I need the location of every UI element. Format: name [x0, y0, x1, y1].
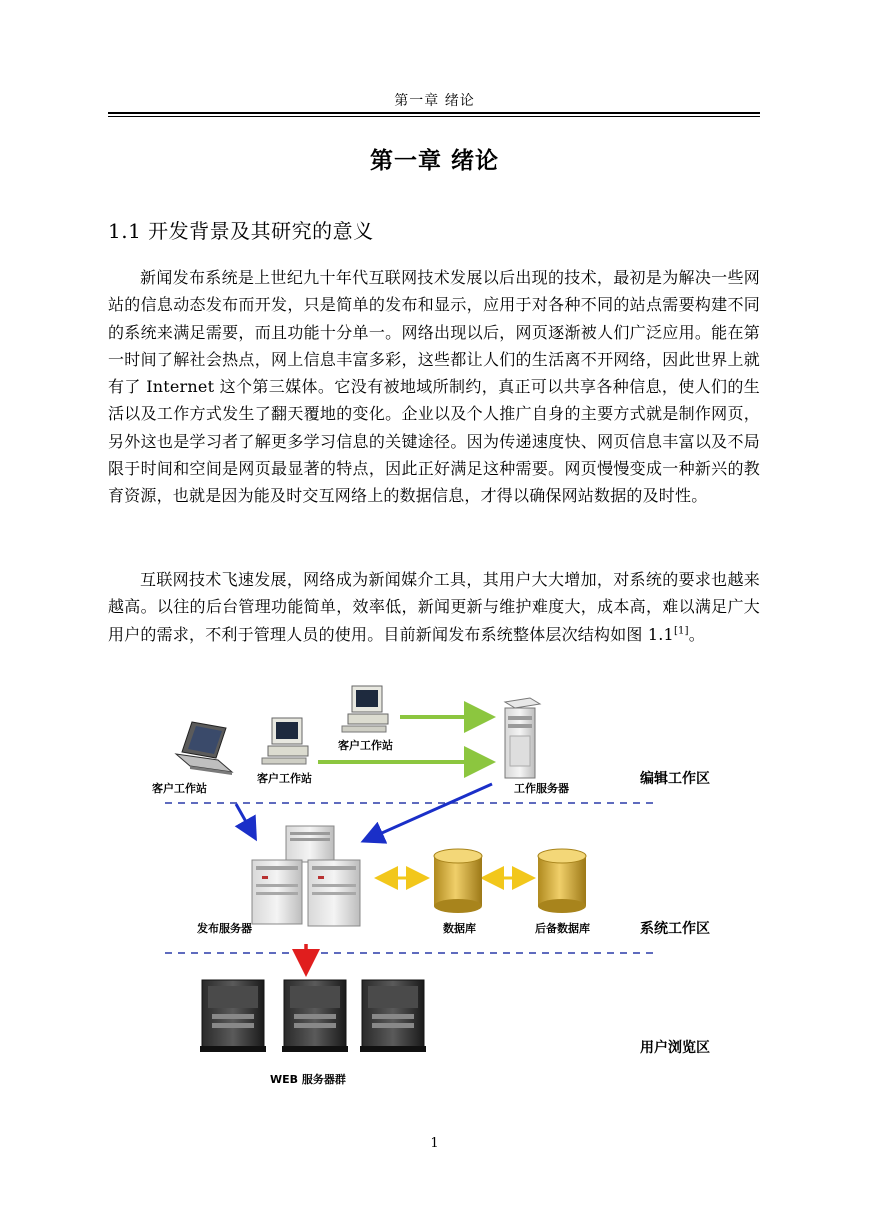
system-architecture-figure: [0, 680, 869, 1100]
label-web-server-group: WEB 服务器群: [270, 1073, 346, 1086]
label-work-server: 工作服务器: [514, 782, 569, 795]
desktop-left-icon: [262, 718, 308, 764]
page-number: 1: [430, 1136, 439, 1151]
running-header: 第一章 绪论: [394, 93, 475, 109]
chapter-title: 第一章 绪论: [369, 147, 499, 174]
label-laptop-client: 客户工作站: [152, 782, 207, 795]
paragraph-background: 新闻发布系统是上世纪九十年代互联网技术发展以后出现的技术，最初是为解决一些网站的信息动态发布而开发，只是简单的发布和显示，应用于对各种不同的站点需要构建不同的系统来满足需要，而且功能十分单一。网络出现以后，网页逐渐被人们广泛应用。能在第一时间了解社会热点，网上信息丰富多彩，这些都让人们的生活离不开网络，因此世界上就有了 Internet 这个第三媒体。它没有被地域所制约，真正可以共享各种信息，使人们的生活以及工作方式发生了翻天覆地的变化。企业以及个人推广自身的主要方式就是制作网页，另外这也是学习者了解更多学习信息的关键途径。因为传递速度快、网页信息丰富以及不局限于时间和空间是网页最显著的特点，因此正好满足这种需要。网页慢慢变成一种新兴的教育资源，也就是因为能及时交互网络上的数据信息，才得以确保网站数据的及时性。: [108, 268, 760, 506]
paragraph-structure-text: 互联网技术飞速发展，网络成为新闻媒介工具，其用户大大增加，对系统的要求也越来越高。以往的后台管理功能简单，效率低，新闻更新与维护难度大，成本高，难以满足广大用户的需求，不利于管理人员的使用。目前新闻发布系统整体层次结构如图 1.1: [108, 570, 760, 644]
label-database: 数据库: [443, 922, 476, 935]
desktop-top-icon: [342, 686, 388, 732]
paragraph-structure: [108, 566, 760, 648]
web-server-3-icon: [360, 980, 426, 1052]
label-desktop-client-top: 客户工作站: [338, 739, 393, 752]
label-publish-server: 发布服务器: [197, 922, 252, 935]
zone-label-edit: 编辑工作区: [640, 771, 710, 787]
work-server-icon: [505, 698, 540, 778]
paragraph-structure-end: 。: [688, 624, 705, 644]
laptop-icon: [176, 722, 232, 775]
blue-arrow-right: [366, 784, 492, 840]
blue-arrow-left: [236, 804, 254, 836]
header-rule: [108, 112, 760, 114]
section-title: 1.1 开发背景及其研究的意义: [108, 219, 374, 243]
zone-label-system: 系统工作区: [640, 921, 710, 937]
zone-label-user: 用户浏览区: [640, 1040, 710, 1056]
backup-database-icon: [538, 849, 586, 913]
architecture-diagram: [0, 680, 869, 1100]
label-desktop-client-left: 客户工作站: [257, 772, 312, 785]
publish-server-icon: [252, 826, 360, 926]
web-server-2-icon: [282, 980, 348, 1052]
header-rule-thin: [108, 116, 760, 117]
citation-link[interactable]: [1]: [673, 625, 689, 637]
web-server-1-icon: [200, 980, 266, 1052]
label-backup-database: 后备数据库: [535, 922, 590, 935]
database-icon: [434, 849, 482, 913]
